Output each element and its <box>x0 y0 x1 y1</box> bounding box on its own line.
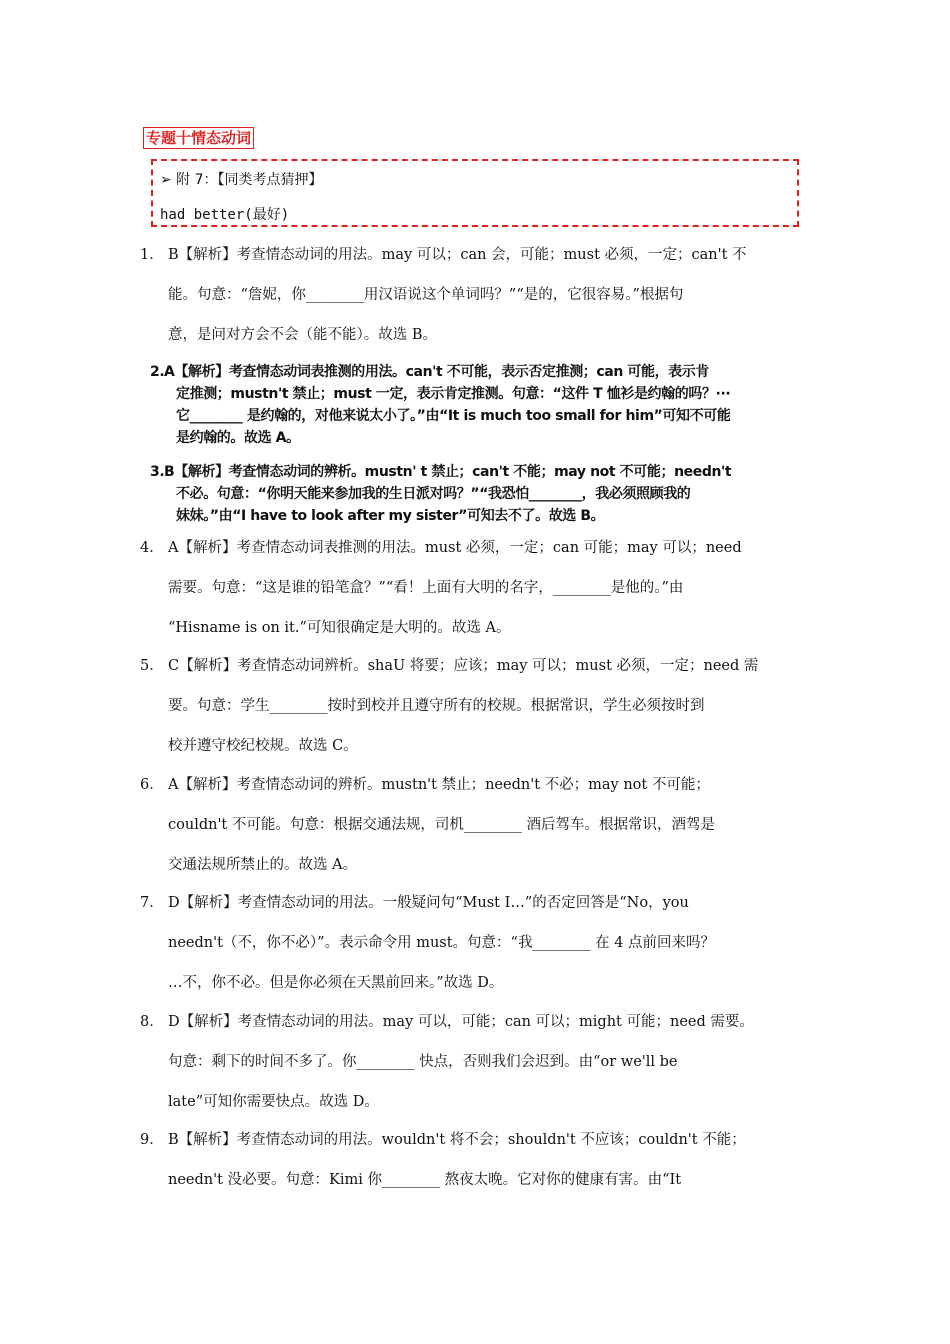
item-line: D【解析】考查情态动词的用法。may 可以，可能；can 可以；might 可能；need 需要。 <box>168 1014 754 1030</box>
item-number: 8． <box>140 1014 164 1030</box>
item-line: 妹妹。”由“I have to look after my sister”可知去不了。故选 B。 <box>176 508 605 524</box>
page-title: 专题十情态动词 <box>143 127 254 149</box>
item-line: B【解析】考查情态动词的用法。wouldn't 将不会；shouldn't 不应该；couldn't 不能； <box>168 1132 746 1148</box>
item-line: B【解析】考查情态动词的辨析。mustn' t 禁止；can't 不能；may not 不可能；needn't <box>164 464 732 480</box>
item-line: A【解析】考查情态动词表推测的用法。must 必须，一定；can 可能；may 可以；need <box>168 540 742 556</box>
item-line: 需要。句意：“这是谁的铅笔盒？”“看！上面有大明的名字，________是他的。”由 <box>168 580 684 596</box>
item-line: needn't 没必要。句意：Kimi 你________ 熬夜太晚。它对你的健康有害。由“It <box>168 1172 682 1188</box>
item-line: 不必。句意：“你明天能来参加我的生日派对吗？”“我恐怕________，我必须照顾我的 <box>176 486 691 502</box>
item-number: 5． <box>140 658 164 674</box>
item-line: A【解析】考查情态动词的辨析。mustn't 禁止；needn't 不必；may not 不可能； <box>168 777 710 793</box>
note-box-text: had better(最好) <box>160 207 290 223</box>
item-number: 1． <box>140 247 164 263</box>
item-line: 它________ 是约翰的，对他来说太小了。”由“It is much too small for him”可知不可能 <box>176 408 731 424</box>
item-number: 7． <box>140 895 164 911</box>
item-line: B【解析】考查情态动词的用法。may 可以；can 会，可能；must 必须，一定；can't 不 <box>168 247 747 263</box>
item-number: 9． <box>140 1132 164 1148</box>
answer-item-8 <box>140 1013 820 1111</box>
item-line: 句意：剩下的时间不多了。你________ 快点，否则我们会迟到。由“or we'll be <box>168 1054 678 1070</box>
item-line: 意，是问对方会不会（能不能）。故选 B。 <box>168 327 438 343</box>
answer-item-4 <box>140 539 820 637</box>
item-number: 6． <box>140 777 164 793</box>
item-line: A【解析】考查情态动词表推测的用法。can't 不可能，表示否定推测；can 可能，表示肯 <box>164 364 709 380</box>
item-line: 校并遵守校纪校规。故选 C。 <box>168 738 358 754</box>
item-line: needn't（不，你不必）”。表示命令用 must。句意：“我________ 在 4 点前回来吗？ <box>168 935 716 951</box>
item-line: late”可知你需要快点。故选 D。 <box>168 1094 379 1110</box>
item-line: 能。句意：“詹妮，你________用汉语说这个单词吗？”“是的，它很容易。”根据句 <box>168 287 684 303</box>
item-line: …不，你不必。但是你必须在天黑前回来。”故选 D。 <box>168 975 504 991</box>
item-line: 定推测；mustn't 禁止；must 一定，表示肯定推测。句意：“这件 T 恤衫是约翰的吗？··· <box>176 386 731 402</box>
item-line: “Hisname is on it.”可知很确定是大明的。故选 A。 <box>168 620 511 636</box>
item-line: 交通法规所禁止的。故选 A。 <box>168 857 358 873</box>
item-line: C【解析】考查情态动词辨析。shaU 将要；应该；may 可以；must 必须，一定；need 需 <box>168 658 759 674</box>
item-number: 4． <box>140 540 164 556</box>
item-line: 要。句意：学生________按时到校并且遵守所有的校规。根据常识，学生必须按时到 <box>168 698 705 714</box>
item-number: 2. <box>150 364 165 380</box>
item-line: 是约翰的。故选 A。 <box>176 430 300 446</box>
note-box-heading: ➢ 附 7：【同类考点猜押】 <box>160 172 323 188</box>
answer-item-7 <box>140 894 820 992</box>
answer-item-3 <box>140 461 820 527</box>
item-number: 3. <box>150 464 165 480</box>
answer-item-9 <box>140 1131 820 1189</box>
answer-item-1 <box>140 246 820 344</box>
answer-item-2 <box>140 361 820 449</box>
answer-item-5 <box>140 657 820 755</box>
answer-item-6 <box>140 776 820 874</box>
item-line: couldn't 不可能。句意：根据交通法规，司机________ 酒后驾车。根据常识，酒驾是 <box>168 817 715 833</box>
item-line: D【解析】考查情态动词的用法。一般疑问句“Must I…”的否定回答是“No，you <box>168 895 689 911</box>
